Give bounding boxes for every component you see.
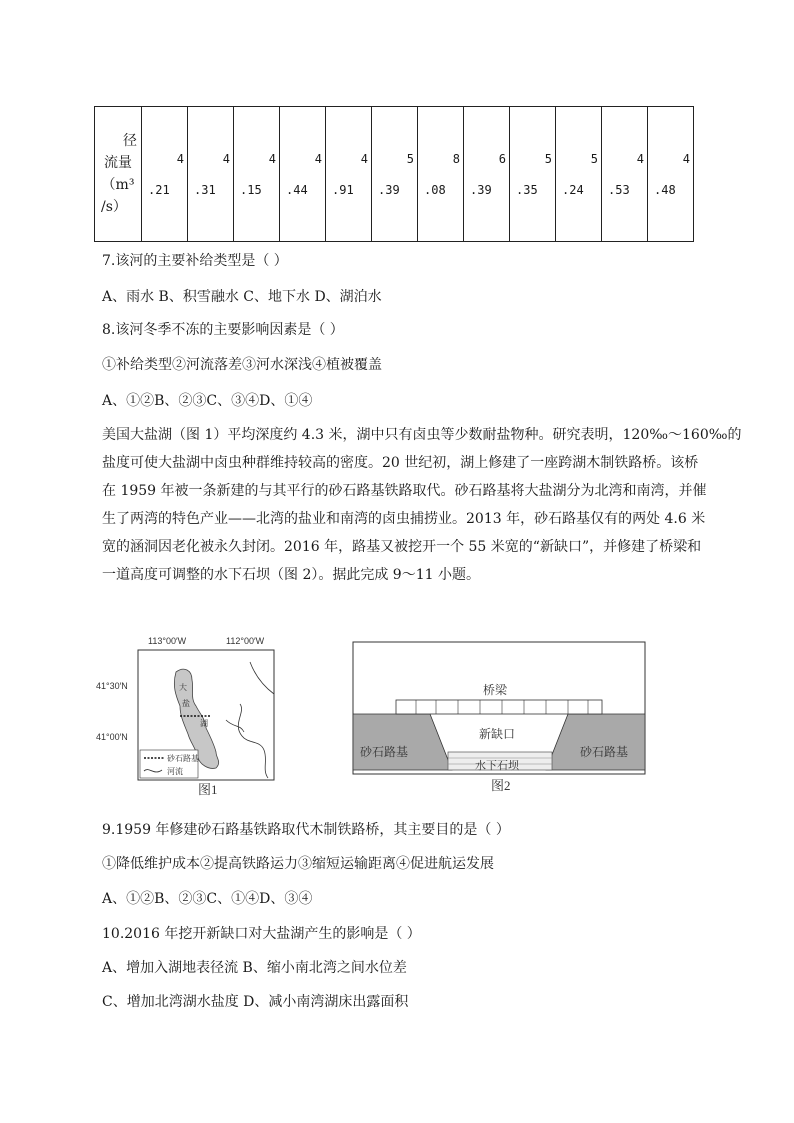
question-10-options-1: A、增加入湖地表径流 B、缩小南北湾之间水位差 xyxy=(102,960,407,976)
question-8-stem: 8.该河冬季不冻的主要影响因素是（ ） xyxy=(102,322,344,338)
roadbed-right-label: 砂石路基 xyxy=(580,745,629,759)
lake-char: 盐 xyxy=(182,699,190,708)
lon-label-1: 113°00′W xyxy=(148,636,187,646)
runoff-table xyxy=(94,106,694,242)
value-cell: 4 .48 xyxy=(648,107,694,242)
lake-char: 大 xyxy=(179,683,187,692)
question-7-stem: 7.该河的主要补给类型是（ ） xyxy=(102,253,288,269)
question-9-stem: 9.1959 年修建砂石路基铁路取代木制铁路桥，其主要目的是（ ） xyxy=(102,822,510,838)
passage xyxy=(102,421,742,589)
value-cell: 5 .24 xyxy=(556,107,602,242)
lon-label-2: 112°00′W xyxy=(226,636,265,646)
value-cell: 4 .15 xyxy=(234,107,280,242)
runoff-header-cell xyxy=(95,107,142,242)
question-9-items: ①降低维护成本②提高铁路运力③缩短运输距离④促进航运发展 xyxy=(102,856,494,872)
legend-road-label: 砂石路基 xyxy=(167,754,199,763)
lat-label-2: 41°00′N xyxy=(96,732,128,742)
header-line: /s） xyxy=(101,199,127,215)
figure-1-map xyxy=(96,632,326,802)
value-cell: 4 .53 xyxy=(602,107,648,242)
figure-2-section xyxy=(352,638,648,798)
table-row xyxy=(95,107,694,242)
passage-line: 宽的涵洞因老化被永久封闭。2016 年，路基又被挖开一个 55 米宽的“新缺口”，并修建了桥梁和 xyxy=(102,539,702,555)
figure-2-caption: 图2 xyxy=(491,778,511,793)
legend-river-label: 河流 xyxy=(167,767,183,776)
figure-1-caption: 图1 xyxy=(198,782,218,797)
question-8-options: A、①②B、②③C、③④D、①④ xyxy=(102,393,313,409)
value-cell: 5 .35 xyxy=(510,107,556,242)
header-line: （m³ xyxy=(101,177,135,193)
passage-line: 一道高度可调整的水下石坝（图 2）。据此完成 9～11 小题。 xyxy=(102,567,480,583)
question-7-options: A、雨水 B、积雪融水 C、地下水 D、湖泊水 xyxy=(102,289,382,305)
value-cell: 4 .21 xyxy=(142,107,188,242)
passage-line: 盐度可使大盐湖中卤虫种群维持较高的密度。20 世纪初，湖上修建了一座跨湖木制铁路桥。该桥 xyxy=(102,455,699,471)
passage-line: 在 1959 年被一条新建的与其平行的砂石路基铁路取代。砂石路基将大盐湖分为北湾和南湾，并催 xyxy=(102,483,707,499)
question-8-items: ①补给类型②河流落差③河水深浅④植被覆盖 xyxy=(102,357,382,373)
bridge-label: 桥梁 xyxy=(483,683,508,697)
question-9-options: A、①②B、②③C、①④D、③④ xyxy=(102,891,313,907)
value-cell: 6 .39 xyxy=(464,107,510,242)
gap-label: 新缺口 xyxy=(479,727,516,741)
header-line: 径 xyxy=(123,133,137,149)
dam-label: 水下石坝 xyxy=(475,759,519,772)
question-10-options-2: C、增加北湾湖水盐度 D、减小南湾湖床出露面积 xyxy=(102,994,409,1010)
value-cell: 5 .39 xyxy=(372,107,418,242)
passage-line: 生了两湾的特色产业——北湾的盐业和南湾的卤虫捕捞业。2013 年，砂石路基仅有的两处 4.6 米 xyxy=(102,511,706,527)
value-cell: 8 .08 xyxy=(418,107,464,242)
header-line: 流量 xyxy=(104,155,132,171)
question-10-stem: 10.2016 年挖开新缺口对大盐湖产生的影响是（ ） xyxy=(102,926,421,942)
passage-line: 美国大盐湖（图 1）平均深度约 4.3 米，湖中只有卤虫等少数耐盐物种。研究表明，120‰～160‰的 xyxy=(102,427,742,443)
value-cell: 4 .91 xyxy=(326,107,372,242)
lake-char: 湖 xyxy=(200,719,208,728)
value-cell: 4 .31 xyxy=(188,107,234,242)
roadbed-left-label: 砂石路基 xyxy=(360,745,409,759)
bridge xyxy=(396,700,602,714)
lat-label-1: 41°30′N xyxy=(96,681,128,691)
value-cell: 4 .44 xyxy=(280,107,326,242)
